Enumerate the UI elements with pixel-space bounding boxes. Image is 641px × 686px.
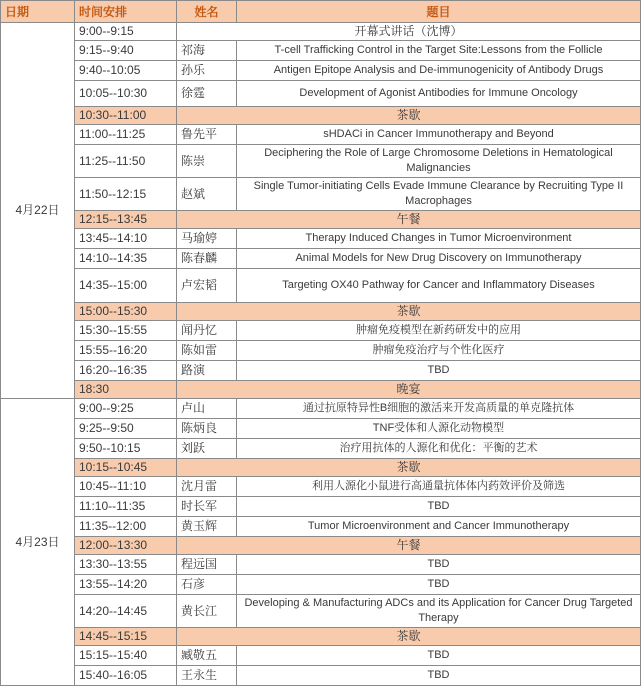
speaker-name-cell: 陈炳良 — [177, 419, 237, 439]
time-cell: 11:50--12:15 — [75, 178, 177, 211]
time-cell: 15:00--15:30 — [75, 303, 177, 321]
session-row — [1, 419, 641, 439]
speaker-name-cell: 陈如雷 — [177, 341, 237, 361]
break-row — [1, 303, 641, 321]
time-cell: 9:50--10:15 — [75, 439, 177, 459]
time-cell: 10:30--11:00 — [75, 107, 177, 125]
col-header-time: 时间安排 — [75, 1, 177, 23]
break-row — [1, 459, 641, 477]
talk-title-cell: TBD — [237, 666, 641, 686]
speaker-name-cell: 祁海 — [177, 41, 237, 61]
speaker-name-cell: 陈春麟 — [177, 249, 237, 269]
time-cell: 13:55--14:20 — [75, 575, 177, 595]
session-row — [1, 249, 641, 269]
time-cell: 14:20--14:45 — [75, 595, 177, 628]
break-row — [1, 211, 641, 229]
date-cell: 4月22日 — [1, 23, 75, 399]
session-row — [1, 555, 641, 575]
talk-title-cell: TNF受体和人源化动物模型 — [237, 419, 641, 439]
date-cell: 4月23日 — [1, 399, 75, 686]
time-cell: 11:35--12:00 — [75, 517, 177, 537]
session-row — [1, 341, 641, 361]
break-label-cell: 茶歇 — [177, 628, 641, 646]
speaker-name-cell: 孙乐 — [177, 61, 237, 81]
talk-title-cell: Targeting OX40 Pathway for Cancer and Inflammatory Diseases — [237, 269, 641, 303]
header-row — [1, 1, 641, 23]
session-row — [1, 269, 641, 303]
speaker-name-cell: 鲁先平 — [177, 125, 237, 145]
time-cell: 16:20--16:35 — [75, 361, 177, 381]
talk-title-cell: T-cell Trafficking Control in the Target Site:Lessons from the Follicle — [237, 41, 641, 61]
col-header-name: 姓名 — [177, 1, 237, 23]
break-row — [1, 628, 641, 646]
break-label-cell: 茶歇 — [177, 459, 641, 477]
speaker-name-cell: 徐霆 — [177, 81, 237, 107]
break-label-cell: 午餐 — [177, 537, 641, 555]
speaker-name-cell: 卢山 — [177, 399, 237, 419]
time-cell: 10:05--10:30 — [75, 81, 177, 107]
talk-title-cell: Single Tumor-initiating Cells Evade Immune Clearance by Recruiting Type II Macrophages — [237, 178, 641, 211]
time-cell: 9:40--10:05 — [75, 61, 177, 81]
speaker-name-cell: 马瑜婷 — [177, 229, 237, 249]
talk-title-cell: Antigen Epitope Analysis and De-immunogenicity of Antibody Drugs — [237, 61, 641, 81]
time-cell: 13:30--13:55 — [75, 555, 177, 575]
session-row — [1, 321, 641, 341]
talk-title-cell: TBD — [237, 555, 641, 575]
speaker-name-cell: 沈月雷 — [177, 477, 237, 497]
session-row — [1, 497, 641, 517]
session-row — [1, 361, 641, 381]
opening-label-cell: 开幕式讲话（沈博） — [177, 23, 641, 41]
session-row — [1, 477, 641, 497]
time-cell: 18:30 — [75, 381, 177, 399]
session-row — [1, 41, 641, 61]
talk-title-cell: TBD — [237, 361, 641, 381]
time-cell: 10:15--10:45 — [75, 459, 177, 477]
col-header-date: 日期 — [1, 1, 75, 23]
talk-title-cell: 通过抗原特异性B细胞的激活来开发高质量的单克隆抗体 — [237, 399, 641, 419]
talk-title-cell: Developing & Manufacturing ADCs and its Application for Cancer Drug Targeted Therapy — [237, 595, 641, 628]
talk-title-cell: 肿瘤免疫治疗与个性化医疗 — [237, 341, 641, 361]
time-cell: 9:00--9:15 — [75, 23, 177, 41]
schedule-header — [1, 1, 641, 23]
speaker-name-cell: 陈崇 — [177, 145, 237, 178]
talk-title-cell: Development of Agonist Antibodies for Immune Oncology — [237, 81, 641, 107]
speaker-name-cell: 赵斌 — [177, 178, 237, 211]
talk-title-cell: 利用人源化小鼠进行高通量抗体体内药效评价及筛选 — [237, 477, 641, 497]
time-cell: 9:25--9:50 — [75, 419, 177, 439]
session-row — [1, 145, 641, 178]
time-cell: 15:55--16:20 — [75, 341, 177, 361]
speaker-name-cell: 卢宏韬 — [177, 269, 237, 303]
speaker-name-cell: 石彦 — [177, 575, 237, 595]
session-row — [1, 125, 641, 145]
session-row — [1, 595, 641, 628]
break-label-cell: 午餐 — [177, 211, 641, 229]
session-row — [1, 646, 641, 666]
speaker-name-cell: 臧敬五 — [177, 646, 237, 666]
col-header-title: 题目 — [237, 1, 641, 23]
talk-title-cell: Deciphering the Role of Large Chromosome Deletions in Hematological Malignancies — [237, 145, 641, 178]
session-row — [1, 575, 641, 595]
session-row — [1, 23, 641, 41]
time-cell: 11:25--11:50 — [75, 145, 177, 178]
break-label-cell: 茶歇 — [177, 303, 641, 321]
time-cell: 12:00--13:30 — [75, 537, 177, 555]
time-cell: 15:40--16:05 — [75, 666, 177, 686]
time-cell: 14:10--14:35 — [75, 249, 177, 269]
speaker-name-cell: 闻丹忆 — [177, 321, 237, 341]
speaker-name-cell: 路演 — [177, 361, 237, 381]
time-cell: 9:00--9:25 — [75, 399, 177, 419]
break-row — [1, 107, 641, 125]
session-row — [1, 439, 641, 459]
talk-title-cell: TBD — [237, 646, 641, 666]
break-label-cell: 茶歇 — [177, 107, 641, 125]
speaker-name-cell: 刘跃 — [177, 439, 237, 459]
speaker-name-cell: 王永生 — [177, 666, 237, 686]
time-cell: 14:45--15:15 — [75, 628, 177, 646]
time-cell: 9:15--9:40 — [75, 41, 177, 61]
time-cell: 14:35--15:00 — [75, 269, 177, 303]
time-cell: 15:15--15:40 — [75, 646, 177, 666]
time-cell: 13:45--14:10 — [75, 229, 177, 249]
speaker-name-cell: 黄玉辉 — [177, 517, 237, 537]
talk-title-cell: Tumor Microenvironment and Cancer Immunotherapy — [237, 517, 641, 537]
speaker-name-cell: 黄长江 — [177, 595, 237, 628]
time-cell: 12:15--13:45 — [75, 211, 177, 229]
talk-title-cell: TBD — [237, 497, 641, 517]
time-cell: 11:10--11:35 — [75, 497, 177, 517]
session-row — [1, 666, 641, 686]
talk-title-cell: sHDACi in Cancer Immunotherapy and Beyond — [237, 125, 641, 145]
schedule-body — [1, 23, 641, 686]
break-row — [1, 537, 641, 555]
session-row — [1, 229, 641, 249]
session-row — [1, 81, 641, 107]
session-row — [1, 178, 641, 211]
break-label-cell: 晚宴 — [177, 381, 641, 399]
time-cell: 10:45--11:10 — [75, 477, 177, 497]
break-row — [1, 381, 641, 399]
talk-title-cell: 治疗用抗体的人源化和优化：平衡的艺术 — [237, 439, 641, 459]
time-cell: 15:30--15:55 — [75, 321, 177, 341]
talk-title-cell: Animal Models for New Drug Discovery on Immunotherapy — [237, 249, 641, 269]
talk-title-cell: TBD — [237, 575, 641, 595]
session-row — [1, 517, 641, 537]
talk-title-cell: Therapy Induced Changes in Tumor Microenvironment — [237, 229, 641, 249]
speaker-name-cell: 时长军 — [177, 497, 237, 517]
session-row — [1, 61, 641, 81]
time-cell: 11:00--11:25 — [75, 125, 177, 145]
talk-title-cell: 肿瘤免疫模型在新药研发中的应用 — [237, 321, 641, 341]
speaker-name-cell: 程远国 — [177, 555, 237, 575]
session-row — [1, 399, 641, 419]
